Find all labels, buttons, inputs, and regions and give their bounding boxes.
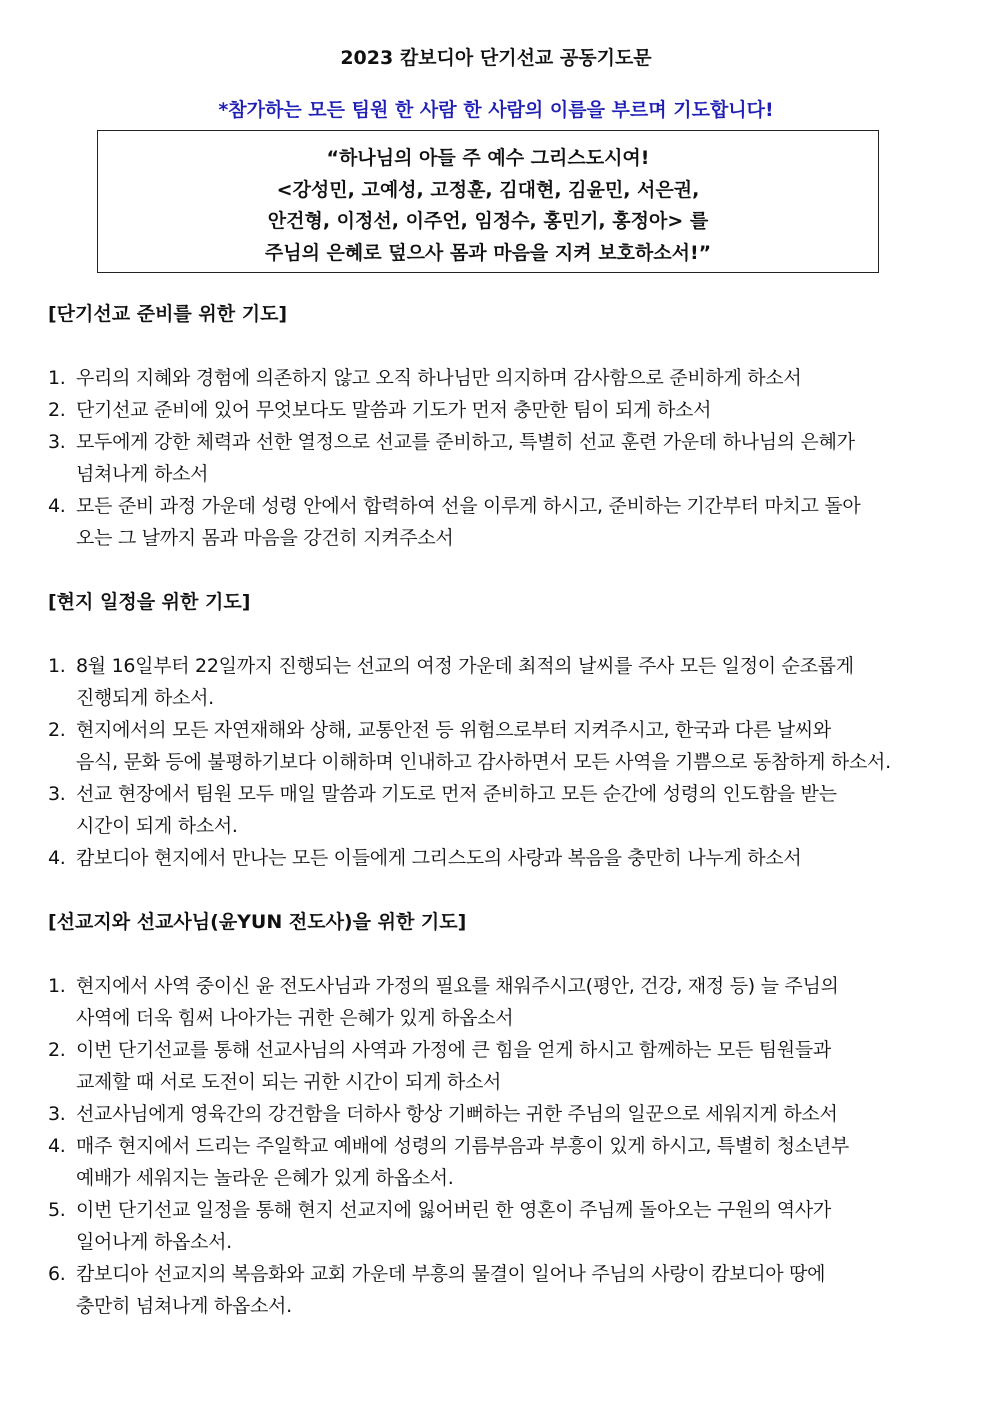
list-item [48,1130,948,1194]
item-number: 2. [48,1039,66,1061]
section-heading-schedule: [현지 일정을 위한 기도] [48,591,251,613]
list-item [48,650,948,714]
prayer-box-line: <강성민, 고예성, 고정훈, 김대현, 김윤민, 서은권, [276,178,700,201]
item-number: 1. [48,367,66,389]
item-line: 선교 현장에서 팀원 모두 매일 말씀과 기도로 먼저 준비하고 모든 순간에 성령의 인도함을 받는 [76,783,837,805]
item-number: 4. [48,847,66,869]
item-number: 4. [48,495,66,517]
item-line: 교제할 때 서로 도전이 되는 귀한 시간이 되게 하소서 [76,1071,502,1093]
team-prayer-box [97,130,879,273]
item-line: 진행되게 하소서. [76,687,214,709]
list-item [48,714,948,778]
item-number: 2. [48,719,66,741]
section-heading-preparation: [단기선교 준비를 위한 기도] [48,303,288,325]
document-subtitle: *참가하는 모든 팀원 한 사람 한 사람의 이름을 부르며 기도합니다! [218,99,774,121]
section-list-mission-field [48,970,948,1322]
section-list-preparation [48,362,948,554]
item-line: 음식, 문화 등에 불평하기보다 이해하며 인내하고 감사하면서 모든 사역을 기쁨으로 동참하게 하소서. [76,751,891,773]
item-line: 모든 준비 과정 가운데 성령 안에서 합력하여 선을 이루게 하시고, 준비하는 기간부터 마치고 돌아 [76,495,861,517]
list-item [48,490,948,554]
item-line: 현지에서의 모든 자연재해와 상해, 교통안전 등 위험으로부터 지켜주시고, 한국과 다른 날씨와 [76,719,831,741]
item-line: 넘쳐나게 하소서 [76,463,209,485]
list-item [48,1098,948,1130]
document-title: 2023 캄보디아 단기선교 공동기도문 [340,47,652,69]
list-item [48,778,948,842]
item-line: 일어나게 하옵소서. [76,1231,232,1253]
list-item [48,842,948,874]
item-line: 8월 16일부터 22일까지 진행되는 선교의 여정 가운데 최적의 날씨를 주사 모든 일정이 순조롭게 [76,655,854,677]
item-number: 3. [48,1103,66,1125]
item-line: 사역에 더욱 힘써 나아가는 귀한 은혜가 있게 하옵소서 [76,1007,514,1029]
item-line: 매주 현지에서 드리는 주일학교 예배에 성령의 기름부음과 부흥이 있게 하시고, 특별히 청소년부 [76,1135,849,1157]
list-item [48,426,948,490]
item-line: 시간이 되게 하소서. [76,815,238,837]
item-line: 예배가 세워지는 놀라운 은혜가 있게 하옵소서. [76,1167,454,1189]
item-number: 3. [48,783,66,805]
item-number: 6. [48,1263,66,1285]
item-line: 이번 단기선교 일정을 통해 현지 선교지에 잃어버린 한 영혼이 주님께 돌아오는 구원의 역사가 [76,1199,831,1221]
prayer-box-line: 주님의 은혜로 덮으사 몸과 마음을 지켜 보호하소서!” [264,241,712,264]
list-item [48,1258,948,1322]
item-number: 5. [48,1199,66,1221]
item-number: 1. [48,975,66,997]
item-line: 충만히 넘쳐나게 하옵소서. [76,1295,292,1317]
section-list-schedule [48,650,948,874]
item-line: 이번 단기선교를 통해 선교사님의 사역과 가정에 큰 힘을 얻게 하시고 함께하는 모든 팀원들과 [76,1039,831,1061]
item-line: 우리의 지혜와 경험에 의존하지 않고 오직 하나님만 의지하며 감사함으로 준비하게 하소서 [76,367,802,389]
list-item [48,970,948,1034]
item-line: 모두에게 강한 체력과 선한 열정으로 선교를 준비하고, 특별히 선교 훈련 가운데 하나님의 은혜가 [76,431,855,453]
list-item [48,1194,948,1258]
item-number: 3. [48,431,66,453]
item-number: 4. [48,1135,66,1157]
prayer-box-line: 안건형, 이정선, 이주언, 임정수, 홍민기, 홍정아> 를 [267,210,709,232]
item-line: 선교사님에게 영육간의 강건함을 더하사 항상 기뻐하는 귀한 주님의 일꾼으로 세워지게 하소서 [76,1103,838,1125]
list-item [48,362,948,394]
item-line: 캄보디아 현지에서 만나는 모든 이들에게 그리스도의 사랑과 복음을 충만히 나누게 하소서 [76,847,802,869]
prayer-box-line: “하나님의 아들 주 예수 그리스도시여! [326,147,650,169]
list-item [48,394,948,426]
item-line: 현지에서 사역 중이신 윤 전도사님과 가정의 필요를 채워주시고(평안, 건강, 재정 등) 늘 주님의 [76,975,839,997]
section-heading-mission-field: [선교지와 선교사님(윤YUN 전도사)을 위한 기도] [48,911,467,933]
item-number: 1. [48,655,66,677]
item-line: 오는 그 날까지 몸과 마음을 강건히 지켜주소서 [76,527,454,549]
list-item [48,1034,948,1098]
item-number: 2. [48,399,66,421]
item-line: 단기선교 준비에 있어 무엇보다도 말씀과 기도가 먼저 충만한 팀이 되게 하소서 [76,399,712,421]
item-line: 캄보디아 선교지의 복음화와 교회 가운데 부흥의 물결이 일어나 주님의 사랑이 캄보디아 땅에 [76,1263,826,1285]
